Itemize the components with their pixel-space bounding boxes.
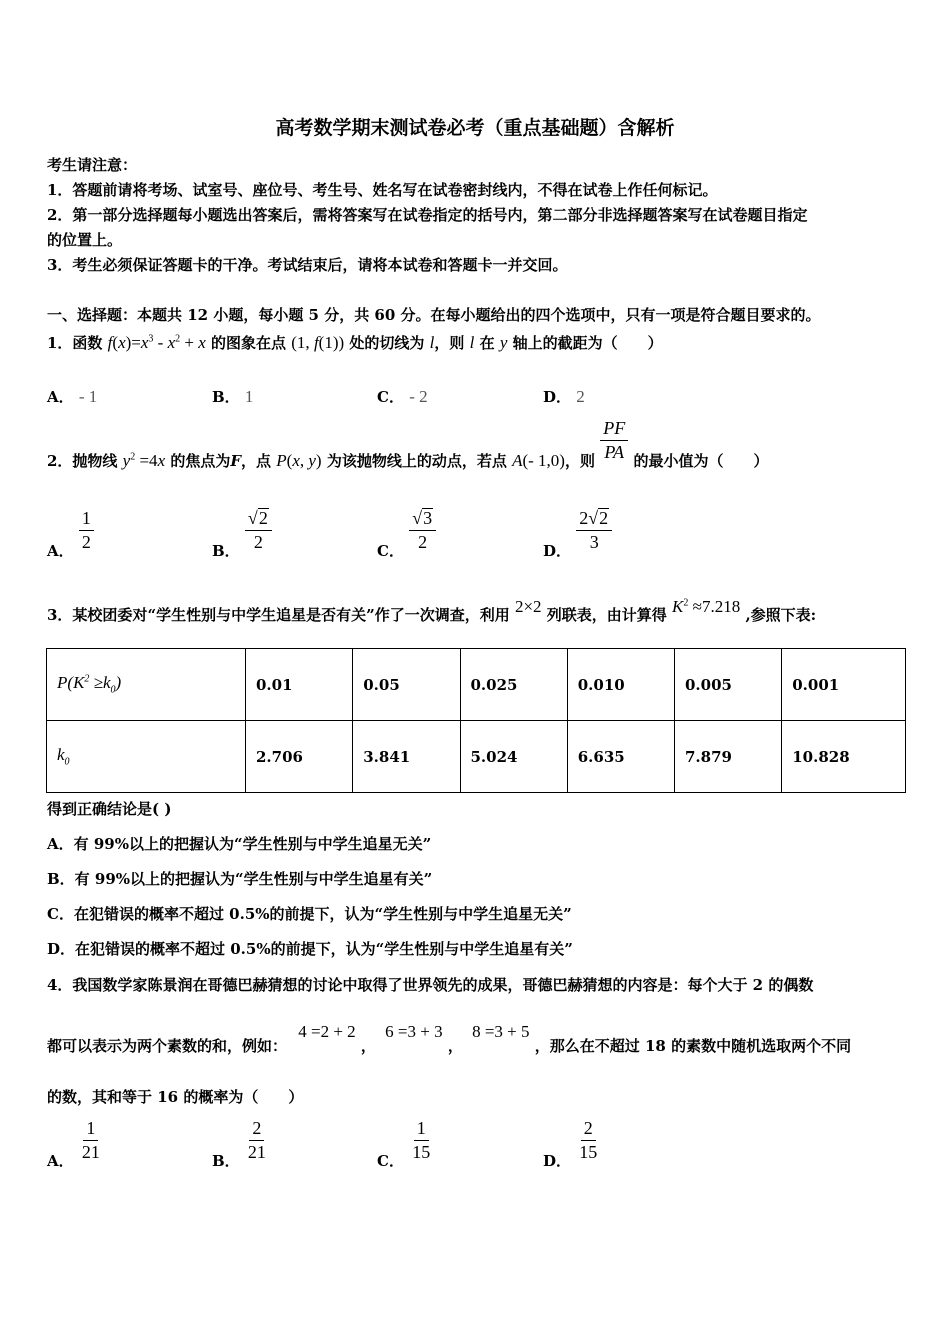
q3-option-d[interactable]: D．在犯错误的概率不超过 0.5%的前提下，认为“学生性别与中学生追星有关” <box>47 940 573 958</box>
q1-option-a[interactable]: A． - 1 <box>47 387 98 406</box>
section-heading: 一、选择题：本题共 12 小题，每小题 5 分，共 60 分。在每小题给出的四个选项中，只有一项是符合题目要求的。 <box>47 306 821 324</box>
table-header-k0: $k_0$ <box>47 721 246 793</box>
notice-heading: 考生请注意： <box>47 156 138 174</box>
table-cell: 0.001 <box>782 649 906 721</box>
question-1: 1．函数 $f(x)=x^3 - x^2 + x$ 的图象在点 (1, f(1)) 处的切线为 l，则 l 在 y 轴上的截距为（ ） <box>47 333 663 352</box>
q3-option-c[interactable]: C．在犯错误的概率不超过 0.5%的前提下，认为“学生性别与中学生追星无关” <box>47 905 572 923</box>
table-cell: 0.005 <box>675 649 782 721</box>
table-cell: 0.025 <box>460 649 567 721</box>
q2-point-a: A(- 1,0) <box>512 451 565 471</box>
table-cell: 7.879 <box>675 721 782 793</box>
q2-parabola-formula: $y^2 =4x$ <box>122 451 166 471</box>
notice-item-3: 3．考生必须保证答题卡的干净。考试结束后，请将本试卷和答题卡一并交回。 <box>47 256 568 274</box>
question-3: 3．某校团委对“学生性别与中学生追星是否有关”作了一次调查，利用 2×2 列联表，由计算得 $K^2 \approx 7.218$ ,参照下表: <box>47 597 817 624</box>
critical-value-table <box>46 648 906 793</box>
question-4-line-2: 都可以表示为两个素数的和，例如： 4 =2 + 2 ， 6 =3 + 3 ， 8 =3 + 5 ，那么在不超过 18 的素数中随机选取两个不同 <box>47 1022 852 1055</box>
q4-option-c[interactable]: C． $\frac{1}{15}$ <box>377 1118 431 1171</box>
q2-option-c[interactable]: C． √ 3 2 <box>377 508 436 552</box>
table-cell: 2.706 <box>246 721 353 793</box>
q4-option-d[interactable]: D． $\frac{2}{15}$ <box>543 1118 598 1171</box>
q3-conclusion: 得到正确结论是( ) <box>47 800 172 818</box>
page-title: 高考数学期末测试卷必考（重点基础题）含解析 <box>275 117 675 139</box>
table-row <box>47 649 906 721</box>
table-cell: 0.05 <box>353 649 460 721</box>
table-header-probability: $P(K^2 \ge k_0)$ <box>47 649 246 721</box>
notice-item-2b: 的位置上。 <box>47 231 123 249</box>
question-4-line-3: 的数，其和等于 16 的概率为（ ） <box>47 1088 304 1106</box>
q3-option-a[interactable]: A．有 99%以上的把握认为“学生性别与中学生追星无关” <box>47 835 432 853</box>
q3-option-b[interactable]: B．有 99%以上的把握认为“学生性别与中学生追星有关” <box>47 870 433 888</box>
q1-option-c[interactable]: C． - 2 <box>377 387 428 406</box>
question-2: 2．抛物线 $y^2 =4x$ 的焦点为F，点 P(x, y) 为该抛物线上的动点，若点 A(- 1,0)，则 $\frac{PF}{PA}$ 的最小值为（ ） <box>47 418 769 471</box>
q2-ratio-formula: $\frac{PF}{PA}$ <box>600 418 628 462</box>
q3-table-size: 2×2 <box>514 597 542 616</box>
q2-point-p: P(x, y) <box>276 451 322 471</box>
q1-function-formula: $f(x)=x^3 - x^2 + x$ <box>107 333 206 352</box>
table-cell: 6.635 <box>567 721 674 793</box>
table-cell: 0.010 <box>567 649 674 721</box>
notice-item-2a: 2．第一部分选择题每小题选出答案后，需将答案写在试卷指定的括号内，第二部分非选择题答案写在试卷题目指定 <box>47 206 808 224</box>
q1-option-d[interactable]: D． 2 <box>543 387 585 406</box>
q3-k-squared: $K^2 \approx 7.218$ <box>672 597 741 616</box>
table-cell: 3.841 <box>353 721 460 793</box>
q1-point-formula: (1, f(1)) <box>291 333 345 352</box>
table-row <box>47 721 906 793</box>
table-cell: 5.024 <box>460 721 567 793</box>
table-cell: 0.01 <box>246 649 353 721</box>
notice-item-1: 1．答题前请将考场、试室号、座位号、考生号、姓名写在试卷密封线内，不得在试卷上作任何标记。 <box>47 181 718 199</box>
q4-option-b[interactable]: B． $\frac{2}{21}$ <box>212 1118 266 1171</box>
q2-option-a[interactable]: A． $\frac{1}{2}$ <box>47 508 94 552</box>
q2-option-d[interactable]: D． 2 √ 2 3 <box>543 508 612 552</box>
q1-line-var: l <box>429 333 435 352</box>
table-cell: 10.828 <box>782 721 906 793</box>
q2-option-b[interactable]: B． √ 2 2 <box>212 508 272 552</box>
q4-option-a[interactable]: A． $\frac{1}{21}$ <box>47 1118 100 1171</box>
question-4-line-1: 4．我国数学家陈景润在哥德巴赫猜想的讨论中取得了世界领先的成果，哥德巴赫猜想的内容是：每个大于 2 的偶数 <box>47 976 814 994</box>
q1-option-b[interactable]: B． 1 <box>212 387 254 406</box>
